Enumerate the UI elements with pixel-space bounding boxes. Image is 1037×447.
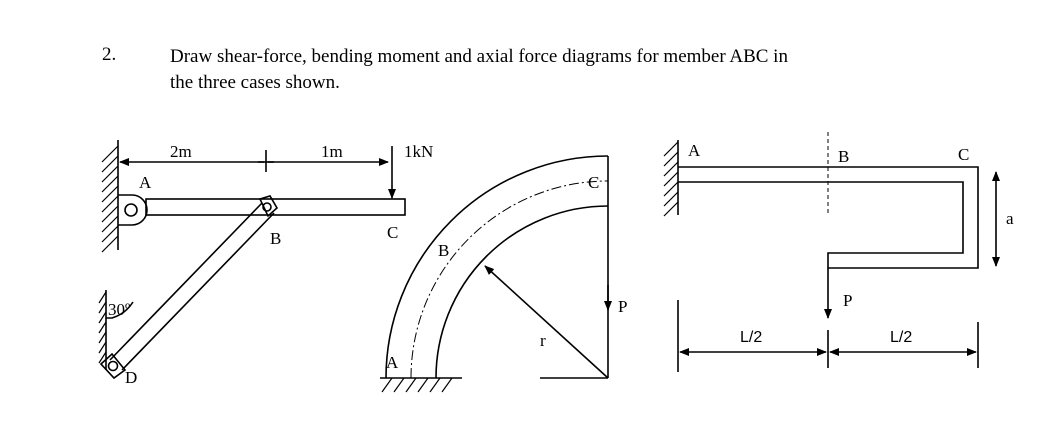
fig2-arch-outer [386,156,608,378]
figure-2-arch [380,156,608,392]
fig1-load-label: 1kN [404,142,434,161]
fig1-label-C: C [387,223,399,242]
fig1-dim-2m-label: 2m [170,142,192,161]
fig2-arch-inner [436,206,608,378]
fig2-radius-arrow [485,266,608,378]
fig1-dim-1m-label: 1m [321,142,343,161]
fig1-wall-lower-hatch [99,292,106,363]
question-line-1: Draw shear-force, bending moment and axial force diagrams for member ABC in [170,46,788,67]
fig3-wall-hatch [664,142,678,216]
fig3-label-C: C [958,145,970,164]
fig1-label-D: D [125,368,138,387]
fig3-label-A: A [688,141,701,160]
fig1-label-B: B [270,229,282,248]
fig3-label-B: B [838,147,850,166]
fig3-height-label: a [1006,209,1014,228]
fig2-base-hatch [382,378,452,392]
fig1-pin-bracket-A [118,195,147,225]
fig3-dim-left-label: L/2 [740,329,763,346]
fig2-label-C: C [588,173,600,192]
figure-3-frame [664,132,996,372]
fig1-pin-D [109,362,118,371]
fig2-load-label: P [618,297,628,316]
fig1-label-A: A [139,173,152,192]
fig1-angle-label: 30º [108,300,131,319]
fig1-strut-edge-2 [122,213,274,370]
question-number: 2. [102,44,117,65]
question-line-2: the three cases shown. [170,72,340,93]
fig3-load-label: P [843,291,853,310]
fig1-wall-hatch [102,146,118,252]
fig2-label-B: B [438,241,450,260]
fig1-strut-edge-1 [110,203,262,360]
fig2-radius-label: r [540,331,546,350]
fig3-dim-right-label: L/2 [890,329,913,346]
fig1-pin-A [125,204,137,216]
fig2-label-A: A [386,353,399,372]
fig2-arch-centerline [411,181,608,378]
